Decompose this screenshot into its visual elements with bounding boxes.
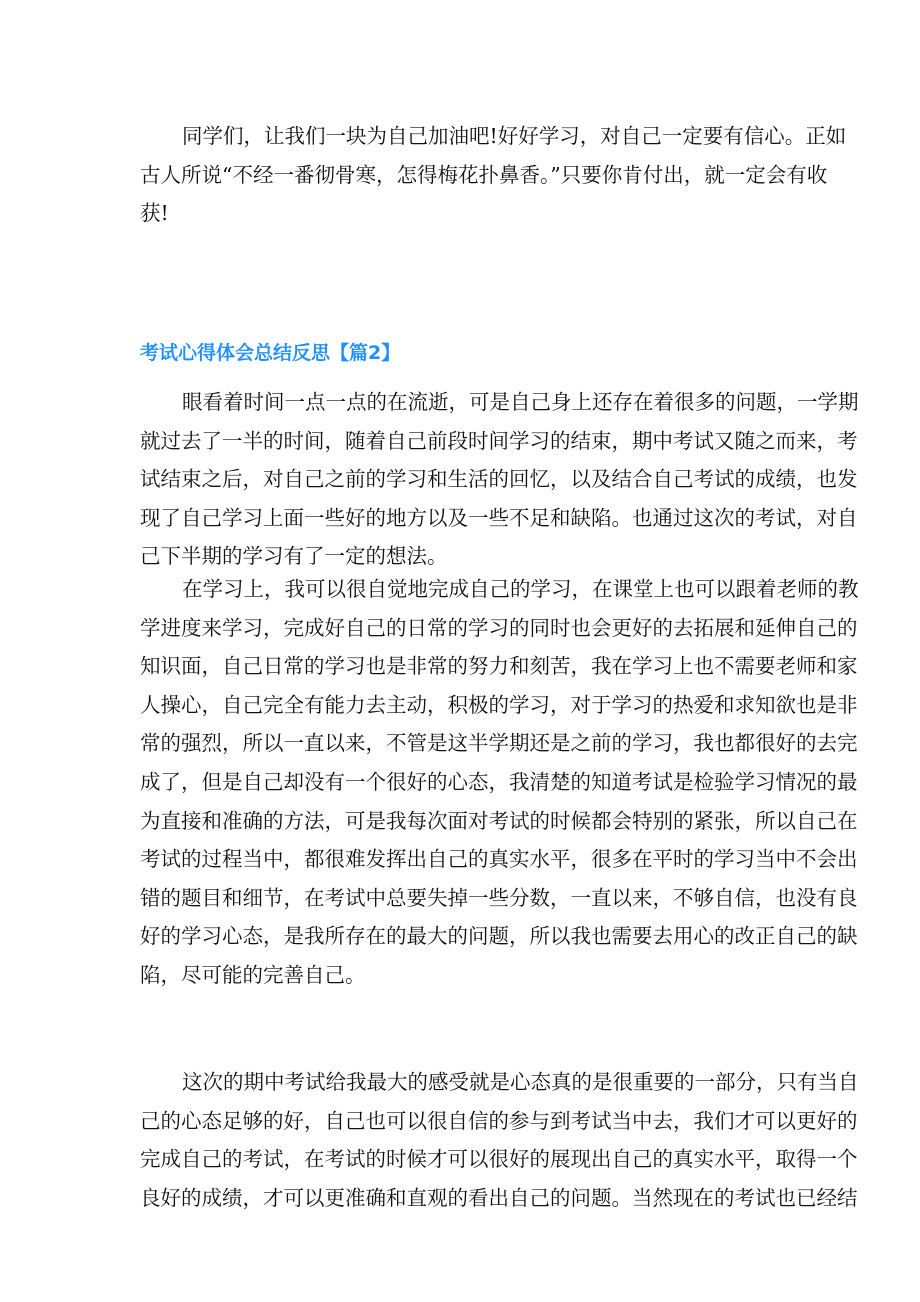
text-line: 古人所说“不经一番彻骨寒，怎得梅花扑鼻香。”只要你肯付出，就一定会有收	[140, 162, 828, 187]
text-line: 就过去了一半的时间，随着自己前段时间学习的结束，期中考试又随之而来，考	[140, 428, 858, 453]
text-line: 获!	[140, 201, 169, 226]
text-line: 错的题目和细节，在考试中总要失掉一些分数，一直以来，不够自信，也没有良	[140, 885, 858, 910]
section-title: 考试心得体会总结反思【篇2】	[140, 342, 401, 364]
text-line: 试结束之后，对自己之前的学习和生活的回忆，以及结合自己考试的成绩，也发	[140, 467, 858, 492]
text-line: 现了自己学习上面一些好的地方以及一些不足和缺陷。也通过这次的考试，对自	[140, 505, 858, 530]
text-line: 为直接和准确的方法，可是我每次面对考试的时候都会特别的紧张，所以自己在	[140, 808, 858, 833]
text-line: 完成自己的考试，在考试的时候才可以很好的展现出自己的真实水平，取得一个	[140, 1147, 858, 1172]
text-line: 同学们，让我们一块为自己加油吧!好好学习，对自己一定要有信心。正如	[182, 124, 847, 148]
text-line: 好的学习心态，是我所存在的最大的问题，所以我也需要去用心的改正自己的缺	[140, 924, 858, 949]
text-line: 良好的成绩，才可以更准确和直观的看出自己的问题。当然现在的考试也已经结	[140, 1185, 858, 1210]
text-line: 人操心，自己完全有能力去主动，积极的学习，对于学习的热爱和求知欲也是非	[140, 692, 858, 717]
text-line: 己下半期的学习有了一定的想法。	[140, 544, 448, 569]
intro-paragraph	[140, 117, 847, 233]
text-line: 在学习上，我可以很自觉地完成自己的学习，在课堂上也可以跟着老师的教	[182, 577, 859, 601]
text-line: 陷，尽可能的完善自己。	[140, 962, 366, 987]
body-paragraph	[140, 383, 859, 576]
text-line: 己的心态足够的好，自己也可以很自信的参与到考试当中去，我们才可以更好的	[140, 1108, 858, 1133]
text-line: 学进度来学习，完成好自己的日常的学习的同时也会更好的去拓展和延伸自己的	[140, 615, 858, 640]
text-line: 考试的过程当中，都很难发挥出自己的真实水平，很多在平时的学习当中不会出	[140, 847, 858, 872]
text-line: 知识面，自己日常的学习也是非常的努力和刻苦，我在学习上也不需要老师和家	[140, 654, 858, 679]
text-line: 常的强烈，所以一直以来，不管是这半学期还是之前的学习，我也都很好的去完	[140, 731, 858, 756]
text-line: 眼看着时间一点一点的在流逝，可是自己身上还存在着很多的问题，一学期	[182, 390, 859, 414]
body-paragraph	[140, 1063, 859, 1217]
text-line: 成了，但是自己却没有一个很好的心态，我清楚的知道考试是检验学习情况的最	[140, 769, 858, 794]
text-line: 这次的期中考试给我最大的感受就是心态真的是很重要的一部分，只有当自	[182, 1070, 859, 1094]
body-paragraph	[140, 570, 859, 995]
